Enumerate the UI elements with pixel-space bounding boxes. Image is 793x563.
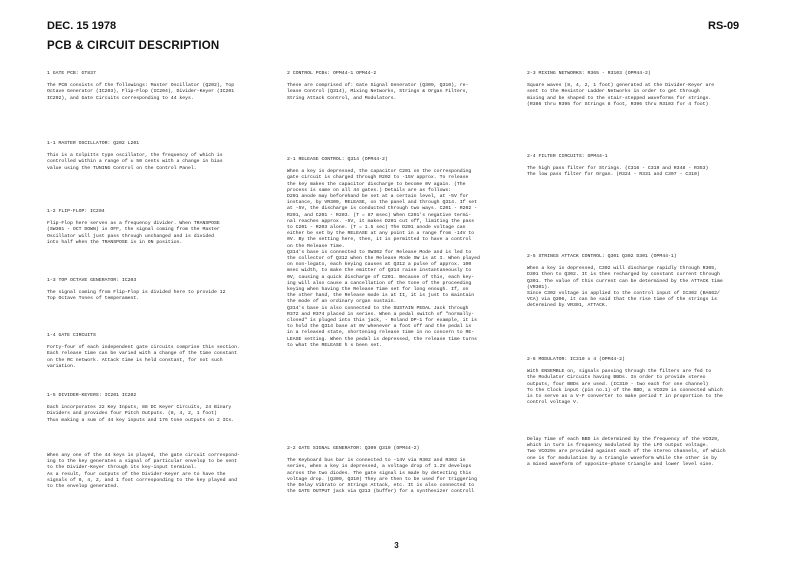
section-body: Forty-four of each independent gate circuits comprise this section. Each release time can be varied with a change of the time constant on the RC network. Attack time is held constant, for not such variation.	[47, 345, 240, 369]
section-filter-circuits	[527, 154, 767, 179]
section-body: With ENSEMBLE on, signals passing through the filters are fed to the Modulator Circuits having BBDs. In order to provide stereo outputs, four BBDs are used. (IC310 - two each for one channel) To the Clock input (pin no.1) of the BBD, a VCO29 is connected which is to serve as a V-F converter to make period T in proportion to the control voltage V.	[527, 369, 723, 406]
section-body: The high pass filter for Strings. (C316 - C319 and R348 - R353) The low pass filter for Organ. (R324 - R331 and C307 - C310)	[527, 166, 709, 178]
section-heading: 1-1 MASTER OSCILLATOR: Q202 L201	[47, 141, 140, 146]
section-heading: 2-5 STRINGS ATTACK CONTROL: Q301 Q302 D301 (OPM44-1)	[527, 254, 677, 259]
section-body: The Keyboard bus bar is connected to -14V via R302 and R303 in series, when a key is depressed, a voltage drop of 1.2V develops across the two diodes. The gate signal is made by detecting this voltage drop. (Q309, Q310) They are then to be used for triggering the Delay Vibrato or Strings Attack, etc. It is also connected to the GATE OUTPUT jack via Q313 (buffer) for a synthesizer controll	[287, 458, 477, 495]
page-number: 3	[394, 541, 399, 550]
section-key-play-note	[47, 453, 277, 490]
section-body: Flip-Flop here serves as a frequency divider. When TRANSPOSE (SW301 - OCT DOWN) is OFF, the signal coming from the Master Oscillator will just pass through unchanged and is divided into half when the TRANSPOSE is in ON position.	[47, 221, 220, 245]
section-bbd-delay-time	[527, 437, 767, 468]
section-control-pcbs	[287, 71, 517, 102]
section-gate-signal-generator	[287, 446, 517, 495]
section-heading: 2-2 GATE SIGNAL GENERATOR: Q309 Q310 (OPM44-2)	[287, 446, 420, 451]
section-body: Square waves (8, 4, 2, 1 foot) generated at the Divider-Keyer are sent to the Resistor Ladder Networks in order to get through mixing and be shaped to the stair-stepped waveforms for strings. (R386 thru R395 for Strings 8 foot, R396 thru R3103 for 4 foot)	[527, 83, 715, 107]
section-heading: 1-2 FLIP-FLOP: IC204	[47, 209, 105, 214]
section-body: When a key is depressed, the capacitor C201 on the corresponding gate circuit is charged through R202 to -15V approx. To release the key makes the capacitor discharge to become 0V again. (The process is same on all 44 gates.) Details are as follows: D201 anode may beforehand be set at a certain level, at -5V for instance, by VR309, RELEASE, on the panel and through Q314. If set at -5V, the discharge is conducted through two ways. C201 - R202 - R201, and C201 - R203. (T = 87 msec) When C201's negative termi- nal reaches approx. -5V, it makes D201 cut off, limiting the pass to C201 - R203 alone. (T = 1.5 sec) The D201 anode voltage can either be set by the RELEASE at any point in a range from -14V to 0V. By the setting here, then, it is permitted to have a control on the Release Time. Q314's base is connected to SW302 for Release Mode and is led to the collector of Q312 when the Release Mode SW is at I. When played on non-legato, each keying causes at Q312 a pulse of approx. 100 msec width, to make the emitter of Q314 raise instantaneously to 0V, causing a quick discharge of C201. Because of this, each key- ing will also cause a cancellation of the tone of the proceeding keying when having the Release Time set for long enough. If, on the other hand, the Release mode is at II, it is just to maintain the mode of an ordinary organ sustain. Q314's base is also connected to the SUSTAIN PEDAL Jack through R372 and R374 placed in series. When a pedal switch of "normally- closed" is pluged into this jack, - Roland DP-1 for example, it is to hold the Q314 base at 0V whenever a foot off and the pedal is in a released state, shortening release time in no concern to RE- LEASE setting. When the pedal is depressed, the release time turns to what the RELEASE h s been set.	[287, 169, 480, 348]
section-divider-keyers	[47, 393, 277, 424]
page-title: PCB & CIRCUIT DESCRIPTION	[47, 40, 220, 52]
section-body: The PCB consists of the followings: Master Oscillator (Q202), Top Octave Generator (IC203), Flip-Flop (IC204), Divider-Keyer (IC201 IC202), and Gate Circuits corresponding to 44 keys.	[47, 83, 235, 101]
section-gate-pcb	[47, 71, 277, 102]
section-master-oscillator	[47, 141, 277, 172]
header-date: DEC. 15 1978	[47, 20, 117, 32]
section-heading: 2-1 RELEASE CONTROL: Q314 (OPM44-2)	[287, 157, 388, 162]
section-body: When a key is depressed, C302 will discharge rapidly through R305, D301 then to Q302. It is then recharged by constant current through Q301. The value of this current can be determined by the ATTACK time (VR301). Since C302 voltage is applied to the control input of IC302 (BA662/ VCA) via Q306, it can be said that the rise time of the strings is determined by VR301, ATTACK.	[527, 266, 723, 309]
header-model: RS-09	[708, 20, 740, 32]
section-body: These are comprised of: Gate Signal Generator (Q309, Q310), re- lease Control (Q314), Mixing Networks, Strings & Organ Filters, String Attack Control, and Modulators.	[287, 83, 469, 101]
section-strings-attack-control	[527, 254, 767, 310]
section-body: The signal coming from Flip-Flop is divided here to provide 12 Top Octave Tones of temperament.	[47, 290, 226, 302]
section-heading: 1 GATE PCB: GT837	[47, 71, 96, 76]
section-body: This is a Colpitts type oscillator, the frequency of which is controlled within a range of ± 50 cents with a change in bias value using the TUNING Control on the Control Panel.	[47, 153, 223, 171]
section-flip-flop	[47, 209, 277, 246]
section-heading: 1-3 TOP OCTAVE GENERATOR: IC203	[47, 278, 137, 283]
section-heading: 2-3 MIXING NETWORKS: R365 - R3103 (OPM44-2)	[527, 71, 651, 76]
section-mixing-networks	[527, 71, 767, 108]
section-body: Delay Time of each BBD is determined by the frequency of the VCO29, which in turn is frequency modulated by the LFO output voltage. Two VCO29s are provided against each of the stereo channels, of which one is for modulation by a triangle waveform while the other is by a mixed waveform of opposite-phase triangle and lower level sine.	[527, 437, 726, 467]
section-heading: 1-4 GATE CIRCUITS	[47, 333, 96, 338]
section-release-control	[287, 157, 517, 349]
section-heading: 1-5 DIVIDER-KEYERS: IC201 IC202	[47, 393, 137, 398]
section-top-octave-generator	[47, 278, 277, 303]
section-heading: 2 CONTROL PCBs: OPM44-1 OPM44-2	[287, 71, 377, 76]
section-body: Each incorporates 22 Key Inputs, 88 DC Keyer Circuits, 24 Binary Dividers and provides four Pitch Outputs. (8, 4, 2, 1 foot) Thus making a sum of 44 key inputs and 176 tone outputs on 2 ICs.	[47, 405, 235, 423]
section-gate-circuits	[47, 333, 277, 370]
section-heading: 2-6 MODULATOR: IC310 x 4 (OPM44-2)	[527, 357, 625, 362]
section-heading: 2-4 FILTER CIRCUITS: OPM44-1	[527, 154, 608, 159]
section-modulator	[527, 357, 767, 406]
section-body: When any one of the 44 keys is played, the gate circuit correspond- ing to the key generates a signal of particular envelop to be sent to the Divider-Keyer through its key-input terminal. As a result, four outputs of the Divider-Keyer are to have the signals of 8, 4, 2, and 1 foot corresponding to the key played and to the envelop generated.	[47, 453, 240, 490]
